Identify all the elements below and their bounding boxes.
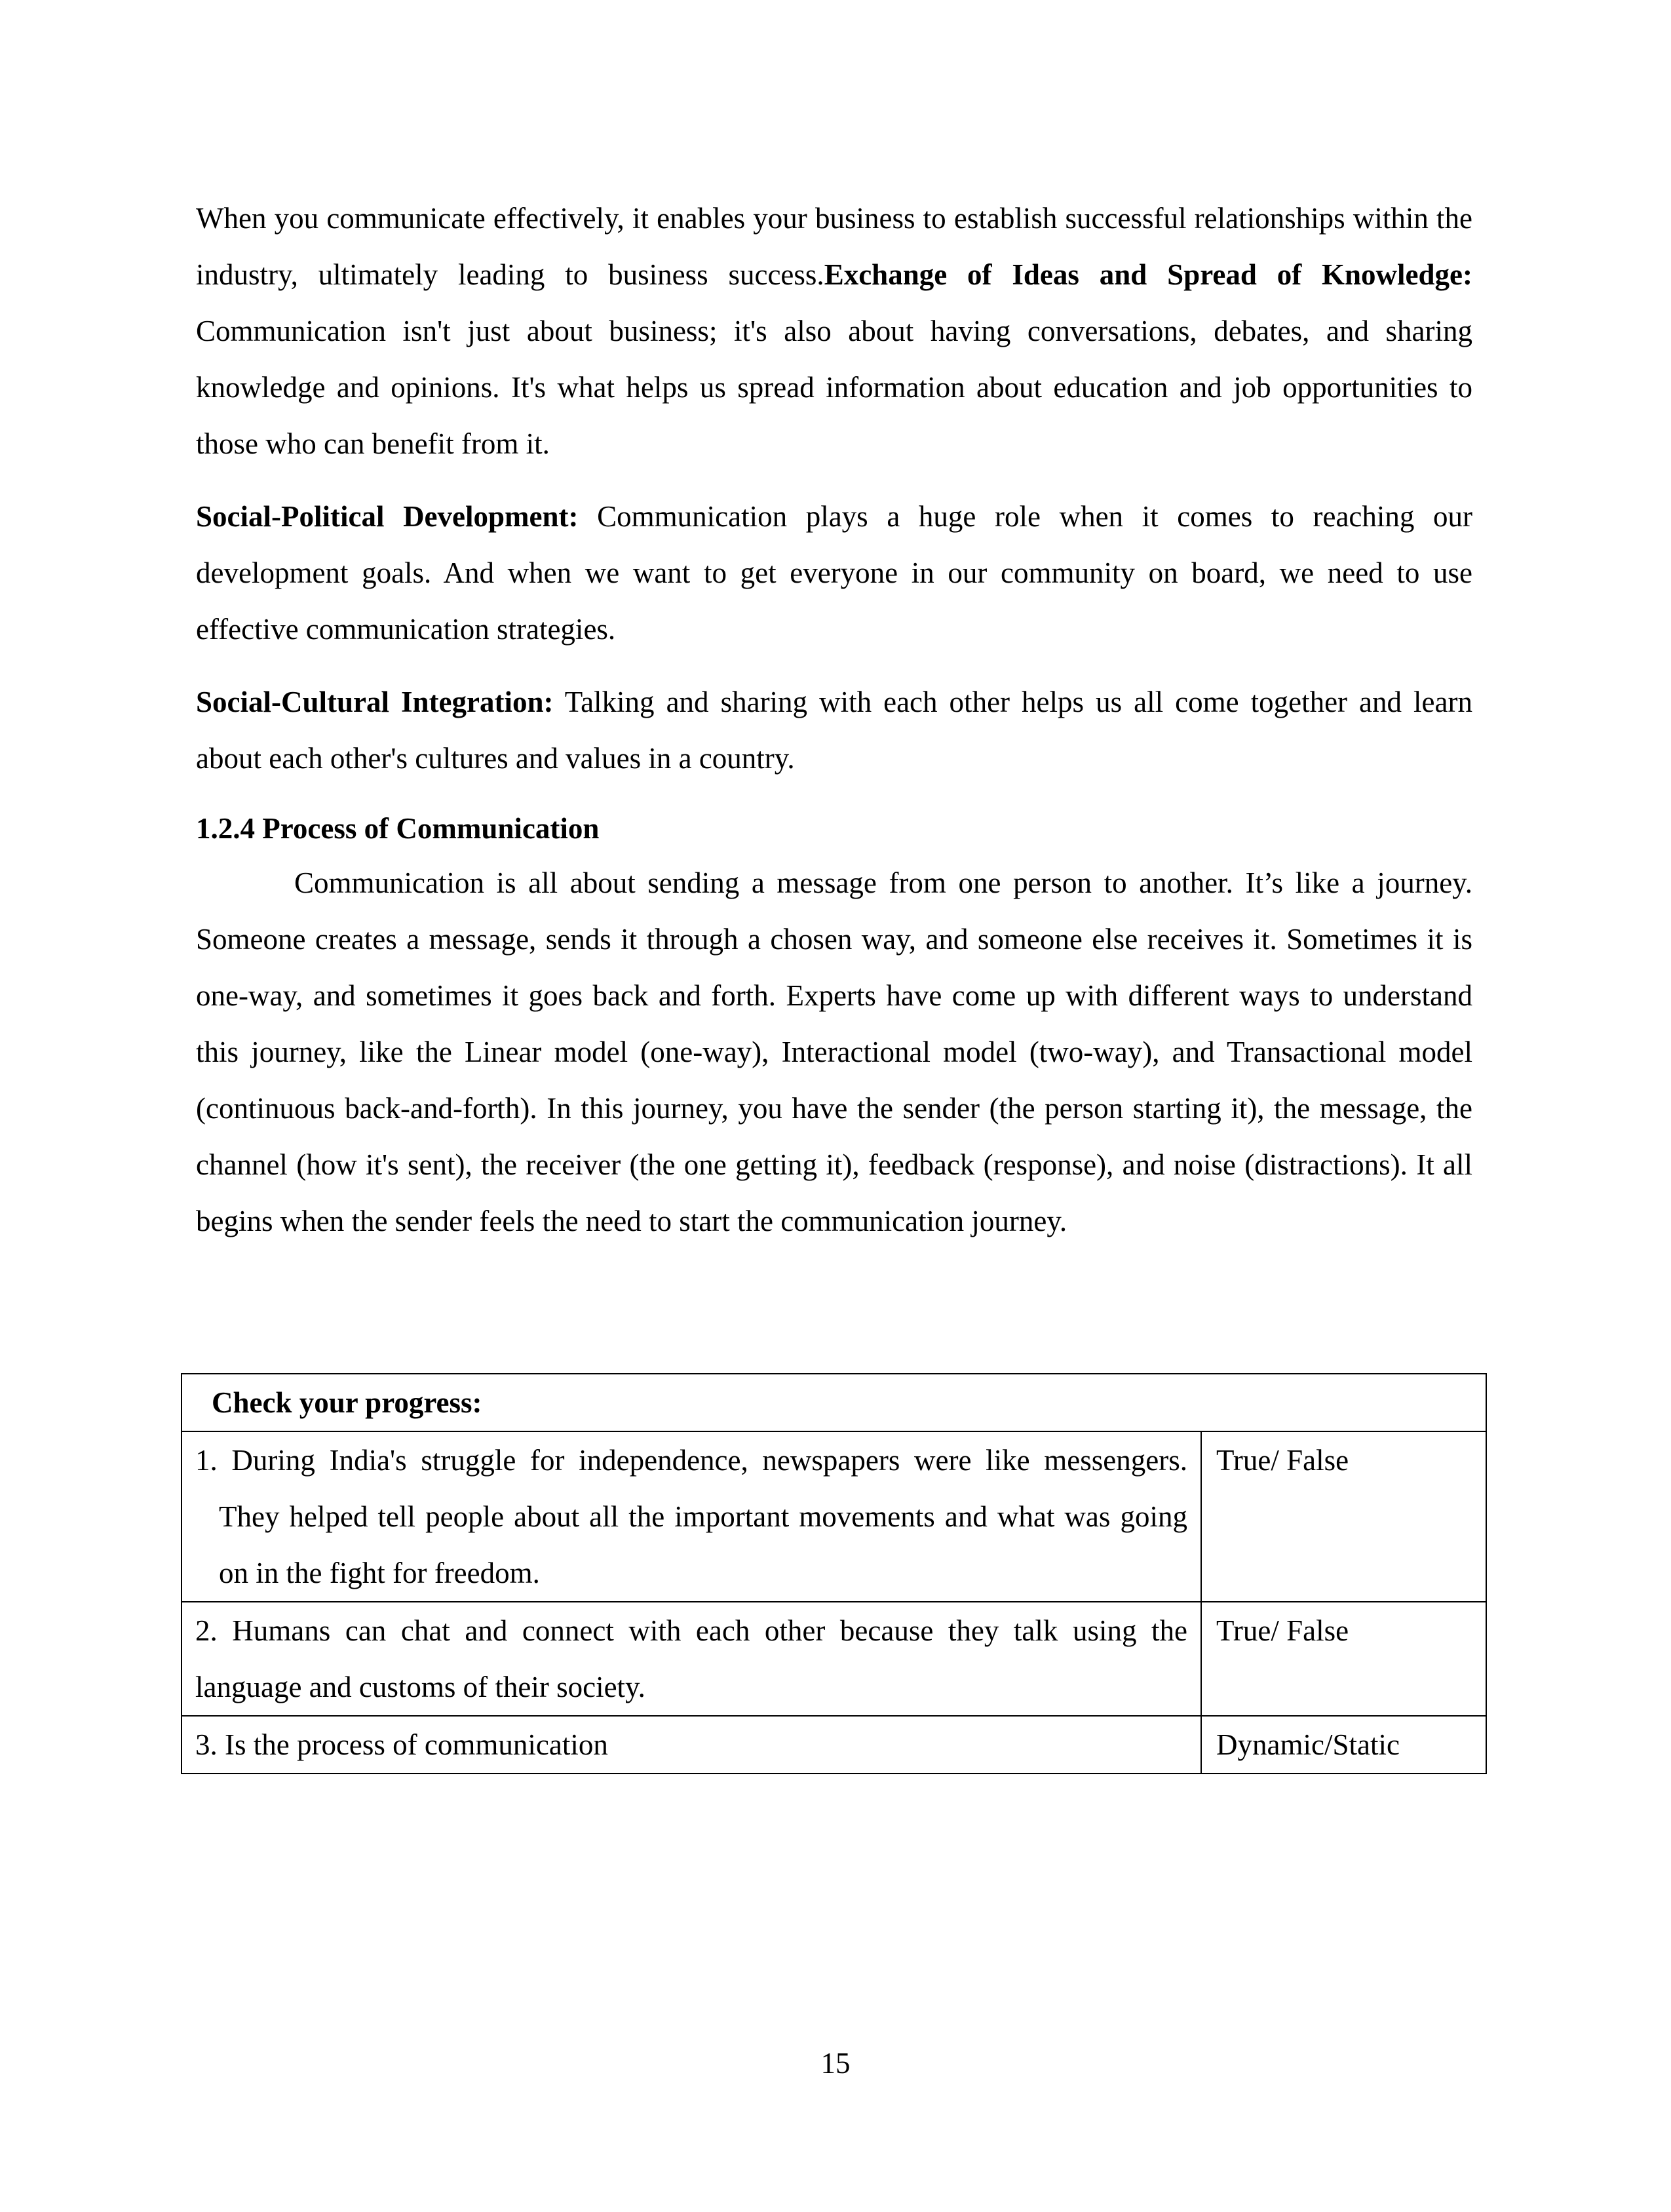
- paragraph-text: Talking and sharing with each other helps us all come together and learn about each other's cultures and values in a country.: [196, 686, 1472, 775]
- table-row: [182, 1716, 1486, 1774]
- progress-header-row: [182, 1374, 1486, 1431]
- answer-cell: Dynamic/Static: [1201, 1716, 1486, 1774]
- paragraph-social-political: [196, 488, 1472, 657]
- question-cell: 1. During India's struggle for independence, newspapers were like messengers. They helped tell people about all the important movements and what was going on in the fight for freedom.: [182, 1431, 1201, 1602]
- paragraph-business-success: [196, 190, 1472, 472]
- progress-title: Check your progress:: [182, 1374, 1486, 1431]
- paragraph-social-cultural: [196, 674, 1472, 786]
- paragraph-text: Communication plays a huge role when it comes to reaching our development goals. And when we want to get everyone in our community on board, we need to use effective communication strategies.: [196, 500, 1472, 646]
- answer-cell: True/ False: [1201, 1431, 1486, 1602]
- section-heading: 1.2.4 Process of Communication: [196, 812, 600, 845]
- progress-table: [181, 1373, 1487, 1774]
- question-cell: 3. Is the process of communication: [182, 1716, 1201, 1774]
- answer-cell: True/ False: [1201, 1602, 1486, 1716]
- term-exchange-of-ideas: Exchange of Ideas and Spread of Knowledge:: [824, 258, 1473, 291]
- term-social-cultural-integration: Social-Cultural Integration:: [196, 686, 554, 718]
- term-social-political-development: Social-Political Development:: [196, 500, 579, 533]
- question-cell: 2. Humans can chat and connect with each other because they talk using the language and customs of their society.: [182, 1602, 1201, 1716]
- paragraph-text: When you communicate effectively, it enables your business to establish successful relationships within the industry, ultimately leading to business success.: [196, 202, 1472, 291]
- document-body: [196, 190, 1472, 1249]
- table-row: [182, 1431, 1486, 1602]
- paragraph-text: Communication isn't just about business; it's also about having conversations, debates, and sharing knowledge and opinions. It's what helps us spread information about education and job opportunities to those who can benefit from it.: [196, 315, 1472, 460]
- page-number: 15: [820, 2047, 851, 2080]
- table-row: [182, 1602, 1486, 1716]
- section-body: Communication is all about sending a message from one person to another. It’s like a journey. Someone creates a message, sends it through a chosen way, and someone else receives it. Sometimes it is one-way, and sometimes it goes back and forth. Experts have come up with different ways to understand this journey, like the Linear model (one-way), Interactional model (two-way), and Transactional model (continuous back-and-forth). In this journey, you have the sender (the person starting it), the message, the channel (how it's sent), the receiver (the one getting it), feedback (response), and noise (distractions). It all begins when the sender feels the need to start the communication journey.: [196, 866, 1472, 1237]
